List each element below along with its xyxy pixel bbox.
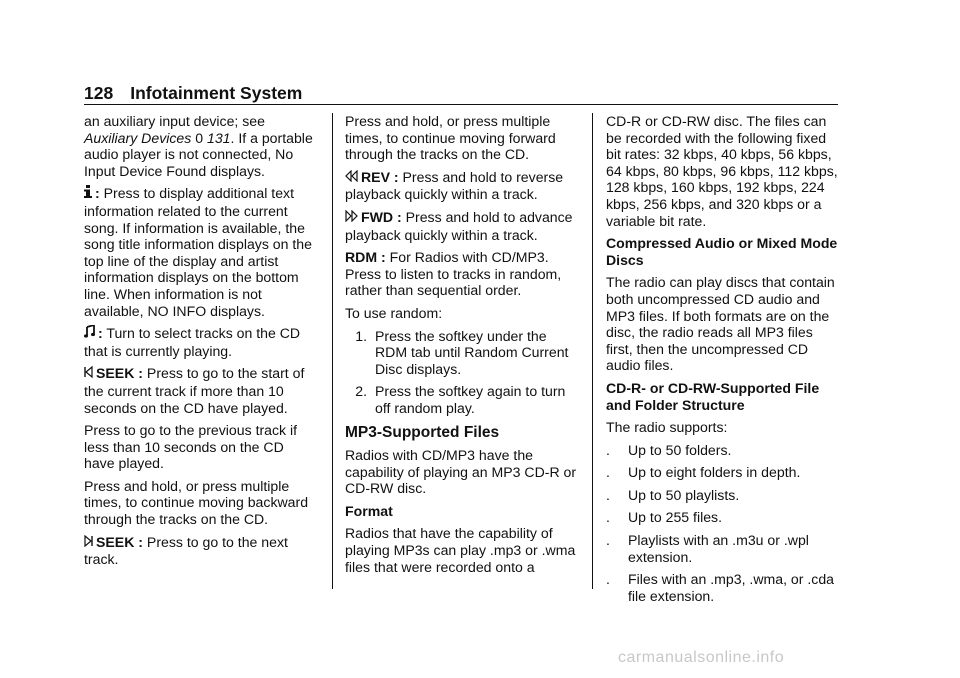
header-rule: [84, 104, 838, 105]
paragraph-bitrates: CD-R or CD-RW disc. The files can be recorded with the following fixed bit rates: 32 kbps, 40 kbps, 56 kbps, 64 kbps, 80 kbps, 96 kbps, 112 kbps, 128 kbps, 160 kbps, 192 kbps, 224 kbps, 256 kbps, and 320 kbps or a variable bit rate.: [606, 113, 838, 229]
list-item: . Up to 50 playlists.: [606, 486, 740, 503]
list-item: 1. Press the softkey under the RDM tab until Random Current Disc displays.: [355, 327, 569, 377]
list-item: . Up to 50 folders.: [606, 441, 732, 458]
page-number: 128: [84, 83, 114, 103]
mp3-heading: MP3-Supported Files: [345, 423, 500, 441]
column-1: [84, 113, 316, 574]
list-item: . Up to 255 files.: [606, 509, 723, 526]
list-item: . Up to eight folders in depth.: [606, 464, 801, 481]
list-item: 2. Press the softkey again to turn off random play.: [355, 383, 566, 416]
random-steps-list: [345, 328, 581, 417]
seek-forward-icon: [84, 535, 93, 552]
structure-heading: CD-R- or CD-RW-Supported File and Folder Structure: [606, 379, 820, 413]
paragraph-hold-back: Press and hold, or press multiple times, to continue moving backward through the tracks on the CD.: [84, 477, 309, 528]
section-title: Infotainment System: [130, 83, 303, 103]
compressed-heading: Compressed Audio or Mixed Mode Discs: [606, 235, 838, 268]
page-ref[interactable]: 131: [207, 129, 231, 146]
paragraph-info: : Press to display additional text information related to the current song. If information is available, the song title information displays on the top line of the display and artist information displays on the bottom line. When information is not available, NO INFO displays.: [84, 185, 312, 319]
page-header: [84, 83, 302, 104]
paragraph-supports: The radio supports:: [606, 419, 728, 436]
paragraph-mp3: Radios with CD/MP3 have the capability of playing an MP3 CD-R or CD-RW disc.: [345, 447, 577, 497]
paragraph-prev: Press to go to the previous track if less than 10 seconds on the CD have played.: [84, 422, 298, 472]
column-divider-1: [332, 113, 333, 589]
column-3: [606, 113, 840, 610]
rewind-icon: [345, 170, 358, 187]
supports-list: [606, 442, 840, 605]
seek-back-icon: [84, 366, 93, 383]
info-icon: [84, 185, 92, 203]
column-divider-2: [592, 113, 593, 589]
paragraph-format: Radios that have the capability of playing MP3s can play .mp3 or .wma files that were recorded onto a: [345, 525, 576, 575]
fast-forward-icon: [345, 210, 358, 227]
list-item: . Playlists with an .m3u or .wpl extension.: [606, 532, 809, 565]
aux-devices-link[interactable]: Auxiliary Devices: [84, 129, 192, 146]
paragraph-rdm: RDM : For Radios with CD/MP3. Press to listen to tracks in random, rather than sequential order.: [345, 249, 562, 299]
paragraph-music: : Turn to select tracks on the CD that is currently playing.: [84, 325, 301, 359]
paragraph-hold-fwd: Press and hold, or press multiple times, to continue moving forward through the tracks on the CD.: [345, 113, 556, 163]
paragraph-fwd: FWD : Press and hold to advance playback quickly within a track.: [345, 208, 573, 243]
paragraph-rev: REV : Press and hold to reverse playback quickly within a track.: [345, 168, 564, 203]
paragraph-seek-fwd: SEEK : Press to go to the next track.: [84, 533, 288, 568]
format-heading: Format: [345, 502, 393, 519]
music-note-icon: [84, 325, 95, 343]
paragraph-use-random: To use random:: [345, 304, 443, 321]
column-2: [345, 113, 581, 581]
watermark: carmanualsonline.info: [618, 649, 785, 666]
page-ref-arrow-icon: 0: [195, 129, 204, 146]
paragraph-seek-back: SEEK : Press to go to the start of the current track if more than 10 seconds on the CD have played.: [84, 365, 305, 416]
paragraph-compressed: The radio can play discs that contain both uncompressed CD audio and MP3 files. If both formats are on the disc, the radio reads all MP3 files first, then the uncompressed CD audio files.: [606, 274, 835, 374]
list-item: . Files with an .mp3, .wma, or .cda file extension.: [606, 571, 834, 604]
paragraph-aux: an auxiliary input device; see Auxiliary Devices 0 131. If a portable audio player is not connected, No Input Device Found displays.: [84, 113, 313, 179]
